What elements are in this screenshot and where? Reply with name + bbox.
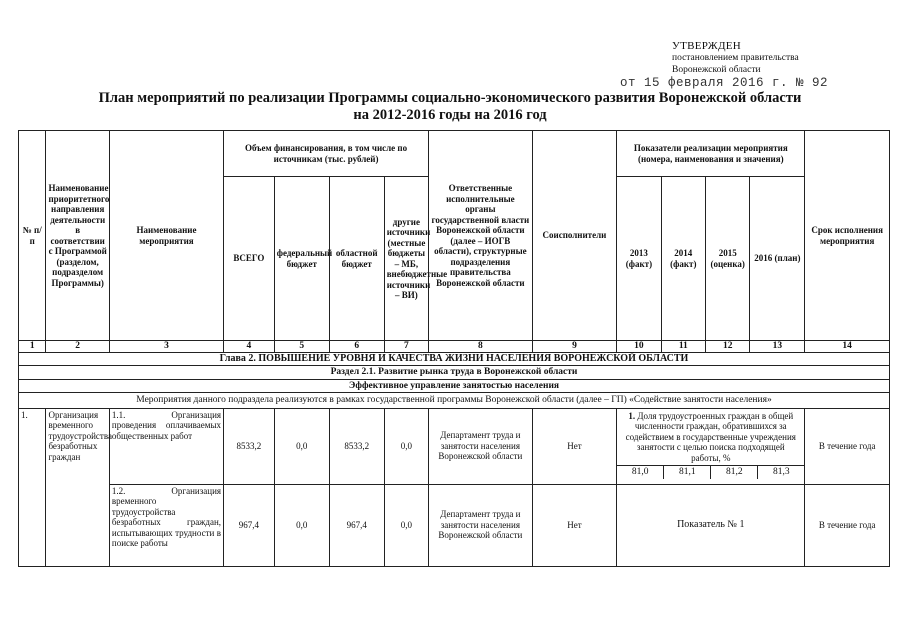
- indicator-text: Доля трудоустроенных граждан в общей численности граждан, обратившихся за содействием в государственные учреждения занятости с целью поиска подходящей работы, %: [625, 410, 796, 463]
- approval-stamp: [620, 40, 892, 90]
- row-number: 1.: [19, 408, 46, 566]
- table-row: [19, 484, 890, 566]
- document-title: [30, 90, 870, 124]
- coexecutors: Нет: [532, 484, 617, 566]
- header-federal: федеральный бюджет: [274, 177, 329, 341]
- responsible-body: Департамент труда и занятости населения Воронежской области: [429, 484, 533, 566]
- col-number: 13: [750, 341, 805, 353]
- approval-date-number: от 15 февраля 2016 г. № 92: [620, 76, 829, 90]
- header-2016: 2016 (план): [750, 177, 805, 341]
- regional-amount: 8533,2: [329, 408, 384, 484]
- approval-title: УТВЕРЖДЕН: [672, 40, 742, 52]
- col-number: 8: [429, 341, 533, 353]
- col-number: 11: [661, 341, 705, 353]
- indicator-value-2014: 81,1: [664, 466, 711, 479]
- col-number: 5: [274, 341, 329, 353]
- header-num: № п/п: [19, 131, 46, 341]
- plan-table: [18, 130, 890, 567]
- priority-direction: Организация временного трудоустройства безработных граждан: [46, 408, 109, 566]
- header-deadline: Срок исполнения мероприятия: [805, 131, 890, 341]
- total-amount: 8533,2: [224, 408, 275, 484]
- other-amount: 0,0: [384, 484, 428, 566]
- total-amount: 967,4: [224, 484, 275, 566]
- chapter-heading: Глава 2. ПОВЫШЕНИЕ УРОВНЯ И КАЧЕСТВА ЖИЗНИ НАСЕЛЕНИЯ ВОРОНЕЖСКОЙ ОБЛАСТИ: [19, 352, 890, 366]
- header-2015: 2015 (оценка): [706, 177, 750, 341]
- coexecutors: Нет: [532, 408, 617, 484]
- col-number: 9: [532, 341, 617, 353]
- col-number: 6: [329, 341, 384, 353]
- subsection-note: Мероприятия данного подраздела реализуются в рамках государственной программы Воронежской области (далее – ГП) «Содействие занятости населения»: [19, 393, 890, 409]
- event-name: 1.2. Организация временного трудоустройства безработных граждан, испытывающих трудности в поиске работы: [109, 484, 223, 566]
- indicator-value-2015: 81,2: [711, 466, 758, 479]
- indicator-value-2016: 81,3: [773, 467, 790, 477]
- deadline: В течение года: [805, 484, 890, 566]
- title-line-2: на 2012-2016 годы на 2016 год: [353, 107, 547, 123]
- indicator-values: [617, 465, 804, 479]
- header-2013: 2013 (факт): [617, 177, 661, 341]
- indicator-reference: Показатель № 1: [617, 484, 805, 566]
- header-regional: областной бюджет: [329, 177, 384, 341]
- column-number-row: [19, 341, 890, 353]
- col-number: 7: [384, 341, 428, 353]
- header-event: Наименование мероприятия: [109, 131, 223, 341]
- col-number: 4: [224, 341, 275, 353]
- header-total: ВСЕГО: [224, 177, 275, 341]
- federal-amount: 0,0: [274, 484, 329, 566]
- indicator-description: [617, 409, 804, 466]
- header-priority: Наименование приоритетного направления деятельности в соответствии с Программой (разделом, подразделом Программы): [46, 131, 109, 341]
- header-indicators: Показатели реализации мероприятия (номера, наименования и значения): [617, 131, 805, 177]
- table-row: [19, 408, 890, 484]
- event-name: 1.1. Организация проведения оплачиваемых общественных работ: [109, 408, 223, 484]
- col-number: 10: [617, 341, 661, 353]
- indicator-cell: [617, 408, 805, 484]
- other-amount: 0,0: [384, 408, 428, 484]
- regional-amount: 967,4: [329, 484, 384, 566]
- col-number: 14: [805, 341, 890, 353]
- col-number: 2: [46, 341, 109, 353]
- header-other: другие источники (местные бюджеты – МБ, внебюджетные источники – ВИ): [384, 177, 428, 341]
- title-line-1: План мероприятий по реализации Программы социально-экономического развития Воронежской области: [98, 90, 802, 106]
- col-number: 1: [19, 341, 46, 353]
- indicator-number: 1.: [628, 410, 636, 421]
- header-coexecutors: Соисполнители: [532, 131, 617, 341]
- section-heading: Раздел 2.1. Развитие рынка труда в Воронежской области: [19, 366, 890, 380]
- col-number: 3: [109, 341, 223, 353]
- header-2014: 2014 (факт): [661, 177, 705, 341]
- responsible-body: Департамент труда и занятости населения Воронежской области: [429, 408, 533, 484]
- subsection-heading: Эффективное управление занятостью населения: [19, 379, 890, 393]
- header-responsible: Ответственные исполнительные органы государственной власти Воронежской области (далее – ИОГВ области), структурные подразделения правительства Воронежской области: [429, 131, 533, 341]
- indicator-value-2013: 81,0: [617, 466, 664, 479]
- header-financing: Объем финансирования, в том числе по источникам (тыс. рублей): [224, 131, 429, 177]
- approval-line-2: Воронежской области: [672, 65, 761, 75]
- federal-amount: 0,0: [274, 408, 329, 484]
- approval-line-1: постановлением правительства: [672, 53, 799, 63]
- deadline: В течение года: [805, 408, 890, 484]
- col-number: 12: [706, 341, 750, 353]
